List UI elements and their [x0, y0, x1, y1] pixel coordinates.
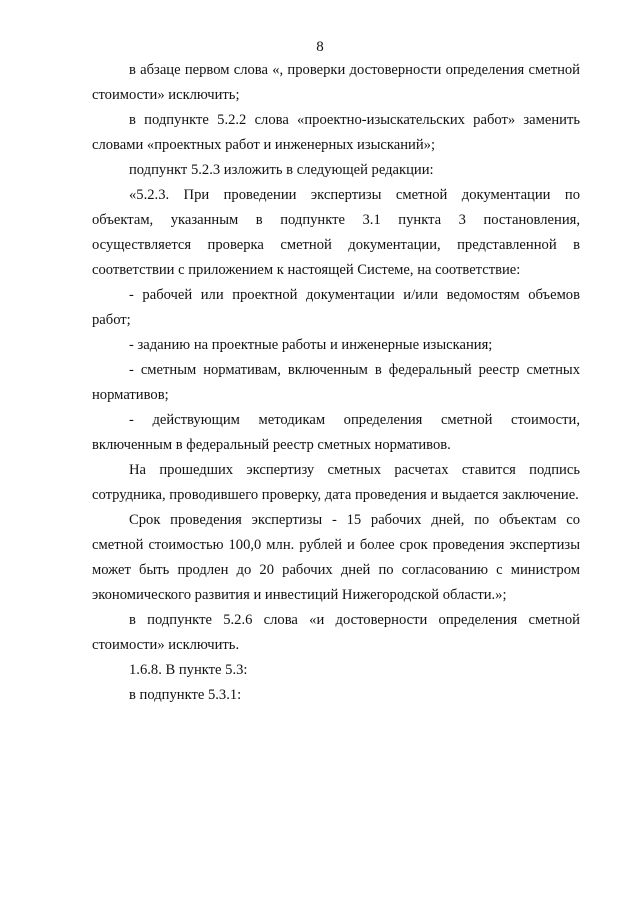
paragraph: «5.2.3. При проведении экспертизы сметной документации по объектам, указанным в подпункте 3.1 пункта 3 постановления, осуществляется проверка сметной документации, представленной в соответствии с приложением к настоящей Системе, на соответствие: — [92, 187, 580, 278]
paragraph: подпункт 5.2.3 изложить в следующей редакции: — [129, 162, 434, 178]
document-body — [92, 58, 580, 708]
section-heading: 1.6.8. В пункте 5.3: — [129, 662, 248, 678]
paragraph: Срок проведения экспертизы - 15 рабочих дней, по объектам со сметной стоимостью 100,0 млн. рублей и более срок проведения экспертизы может быть продлен до 20 рабочих дней по согласованию с министром экономического развития и инвестиций Нижегородской области.»; — [92, 512, 580, 603]
paragraph: На прошедших экспертизу сметных расчетах ставится подпись сотрудника, проводившего проверку, дата проведения и выдается заключение. — [92, 462, 580, 503]
list-item: - рабочей или проектной документации и/или ведомостям объемов работ; — [92, 287, 580, 328]
list-item: - действующим методикам определения сметной стоимости, включенным в федеральный реестр сметных нормативов. — [92, 412, 580, 453]
list-item: - заданию на проектные работы и инженерные изыскания; — [129, 337, 493, 353]
paragraph: в абзаце первом слова «, проверки достоверности определения сметной стоимости» исключить; — [92, 62, 580, 103]
paragraph: в подпункте 5.2.6 слова «и достоверности определения сметной стоимости» исключить. — [92, 612, 580, 653]
paragraph: в подпункте 5.3.1: — [129, 687, 242, 703]
list-item: - сметным нормативам, включенным в федеральный реестр сметных нормативов; — [92, 362, 580, 403]
paragraph: в подпункте 5.2.2 слова «проектно-изыскательских работ» заменить словами «проектных работ и инженерных изысканий»; — [92, 112, 580, 153]
page-number: 8 — [316, 39, 324, 55]
